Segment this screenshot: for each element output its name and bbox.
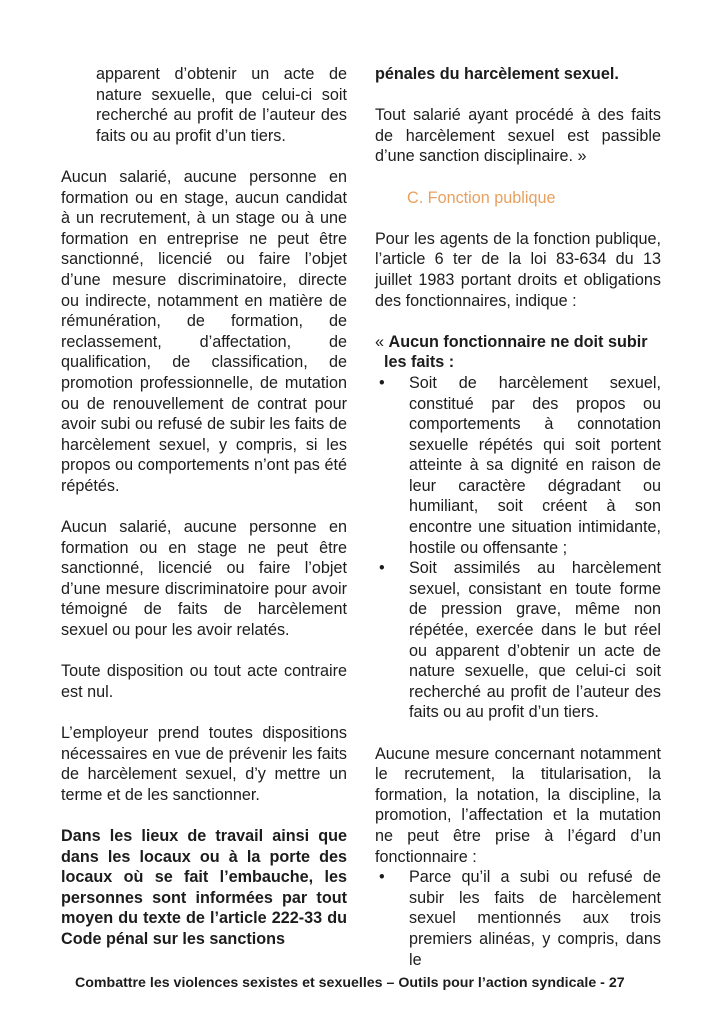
- paragraph-bold-continuation: pénales du harcèlement sexuel.: [375, 65, 619, 83]
- paragraph: Aucun salarié, aucune personne en formation ou en stage, aucun candidat à un recrutement, à un stage ou à une formation en entreprise ne peut être sanctionné, licencié ou faire l’objet d’une mesure discriminatoire, directe ou indirecte, notamment en matière de rémunération, de formation, de reclassement, d’affectation, de qualification, de classification, de promotion professionnelle, de mutation ou de renouvellement de contrat pour avoir subi ou refusé de subir les faits de harcèlement sexuel, y compris, si les propos ou comportements n’ont pas été répétés.: [61, 167, 347, 495]
- quote-heading: [375, 332, 661, 373]
- paragraph: Pour les agents de la fonction publique, l’article 6 ter de la loi 83-634 du 13 juillet 1983 portant droits et obligations des fonctionnaires, indique :: [375, 229, 661, 310]
- bullet-icon: •: [379, 373, 385, 392]
- bullet-icon: •: [379, 559, 385, 578]
- quote-heading-text: Aucun fonctionnaire ne doit subir les faits :: [384, 332, 648, 372]
- paragraph: Toute disposition ou tout acte contraire est nul.: [61, 662, 347, 701]
- bullet-icon: •: [379, 868, 385, 887]
- page-footer: Combattre les violences sexistes et sexuelles – Outils pour l’action syndicale - 27: [75, 975, 625, 991]
- paragraph-bold: Dans les lieux de travail ainsi que dans les locaux ou à la porte des locaux où se fait l’embauche, les personnes sont informées par tout moyen du texte de l’article 222-33 du Code pénal sur les sanctions: [61, 826, 347, 948]
- list-item: [375, 558, 661, 723]
- left-column: [61, 64, 347, 970]
- list-item-text: Parce qu’il a subi ou refusé de subir les faits de harcèlement sexuel mentionnés aux trois premiers alinéas, y compris, dans le: [409, 868, 661, 969]
- section-heading: C. Fonction publique: [407, 188, 556, 207]
- list-item: [375, 373, 661, 558]
- paragraph-continuation: apparent d’obtenir un acte de nature sexuelle, que celui-ci soit recherché au profit de l’auteur des faits ou au profit d’un tiers.: [96, 65, 347, 145]
- right-column: [375, 64, 661, 970]
- list-item-text: Soit assimilés au harcèlement sexuel, consistant en toute forme de pression grave, même non répétée, exercée dans le but réel ou apparent d’obtenir un acte de nature sexuelle, que celui-ci soit recherché au profit de l’auteur des faits ou au profit d’un tiers.: [409, 559, 661, 722]
- quote-open-mark: «: [375, 332, 389, 351]
- bullet-list: [375, 867, 661, 970]
- paragraph: L’employeur prend toutes dispositions nécessaires en vue de prévenir les faits de harcèlement sexuel, d’y mettre un terme et de les sanctionner.: [61, 724, 347, 804]
- list-item-text: Soit de harcèlement sexuel, constitué par des propos ou comportements à connotation sexuelle répétés qui soit portent atteinte à sa dignité en raison de leur caractère dégradant ou humiliant, soit créent à son encontre une situation intimidante, hostile ou offensante ;: [409, 373, 661, 557]
- paragraph: Aucune mesure concernant notamment le recrutement, la titularisation, la formation, la notation, la discipline, la promotion, l’affectation et la mutation ne peut être prise à l’égard d’un fonctionnaire :: [375, 744, 661, 866]
- paragraph: Aucun salarié, aucune personne en formation ou en stage ne peut être sanctionné, licencié ou faire l’objet d’une mesure discriminatoire pour avoir témoigné de faits de harcèlement sexuel ou pour les avoir relatés.: [61, 518, 347, 640]
- paragraph: Tout salarié ayant procédé à des faits de harcèlement sexuel est passible d’une sanction disciplinaire. »: [375, 106, 661, 166]
- list-item: [375, 867, 661, 970]
- bullet-list: [375, 373, 661, 723]
